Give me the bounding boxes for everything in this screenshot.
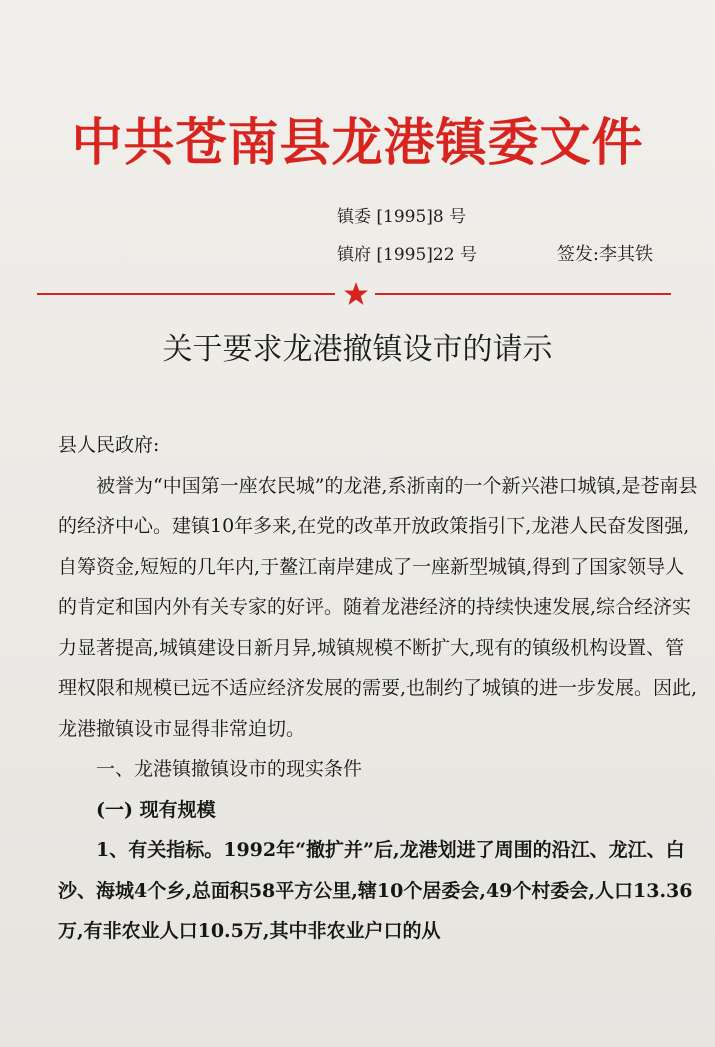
document-number-party: 镇委 [1995]8 号 [337,207,467,227]
document-body [58,425,698,952]
star-icon [343,281,369,307]
subsection-heading: (一) 现有规模 [96,798,216,821]
section-heading: 一、龙港镇撤镇设市的现实条件 [96,758,363,780]
signer: 签发:李其铁 [556,244,653,265]
paragraph-intro: 被誉为“中国第一座农民城”的龙港,系浙南的一个新兴港口城镇,是苍南县的经济中心。建镇10年多来,在党的改革开放政策指引下,龙港人民奋发图强,自筹资金,短短的几年内,于鳌江南岸建成了一座新型城镇,得到了国家领导人的肯定和国内外有关专家的好评。随着龙港经济的持续快速发展,综合经济实力显著提高,城镇建设日新月异,城镇规模不断扩大,现有的镇级机构设置、管理权限和规模已远不适应经济发展的需要,也制约了城镇的进一步发展。因此,龙港撤镇设市显得非常迫切。 [58,474,698,740]
red-divider-left [37,293,335,295]
salutation: 县人民政府: [58,434,160,456]
paragraph-indicators: 1、有关指标。1992年“撤扩并”后,龙港划进了周围的沿江、龙江、白沙、海城4个乡,总面积58平方公里,辖10个居委会,49个村委会,人口13.36万,有非农业人口10.5万,其中非农业户口的从 [58,839,693,942]
document-header-title: 中共苍南县龙港镇委文件 [71,114,644,173]
document-subject: 关于要求龙港撤镇设市的请示 [162,332,553,367]
red-divider-right [375,293,671,295]
document-number-government: 镇府 [1995]22 号 [337,245,477,265]
